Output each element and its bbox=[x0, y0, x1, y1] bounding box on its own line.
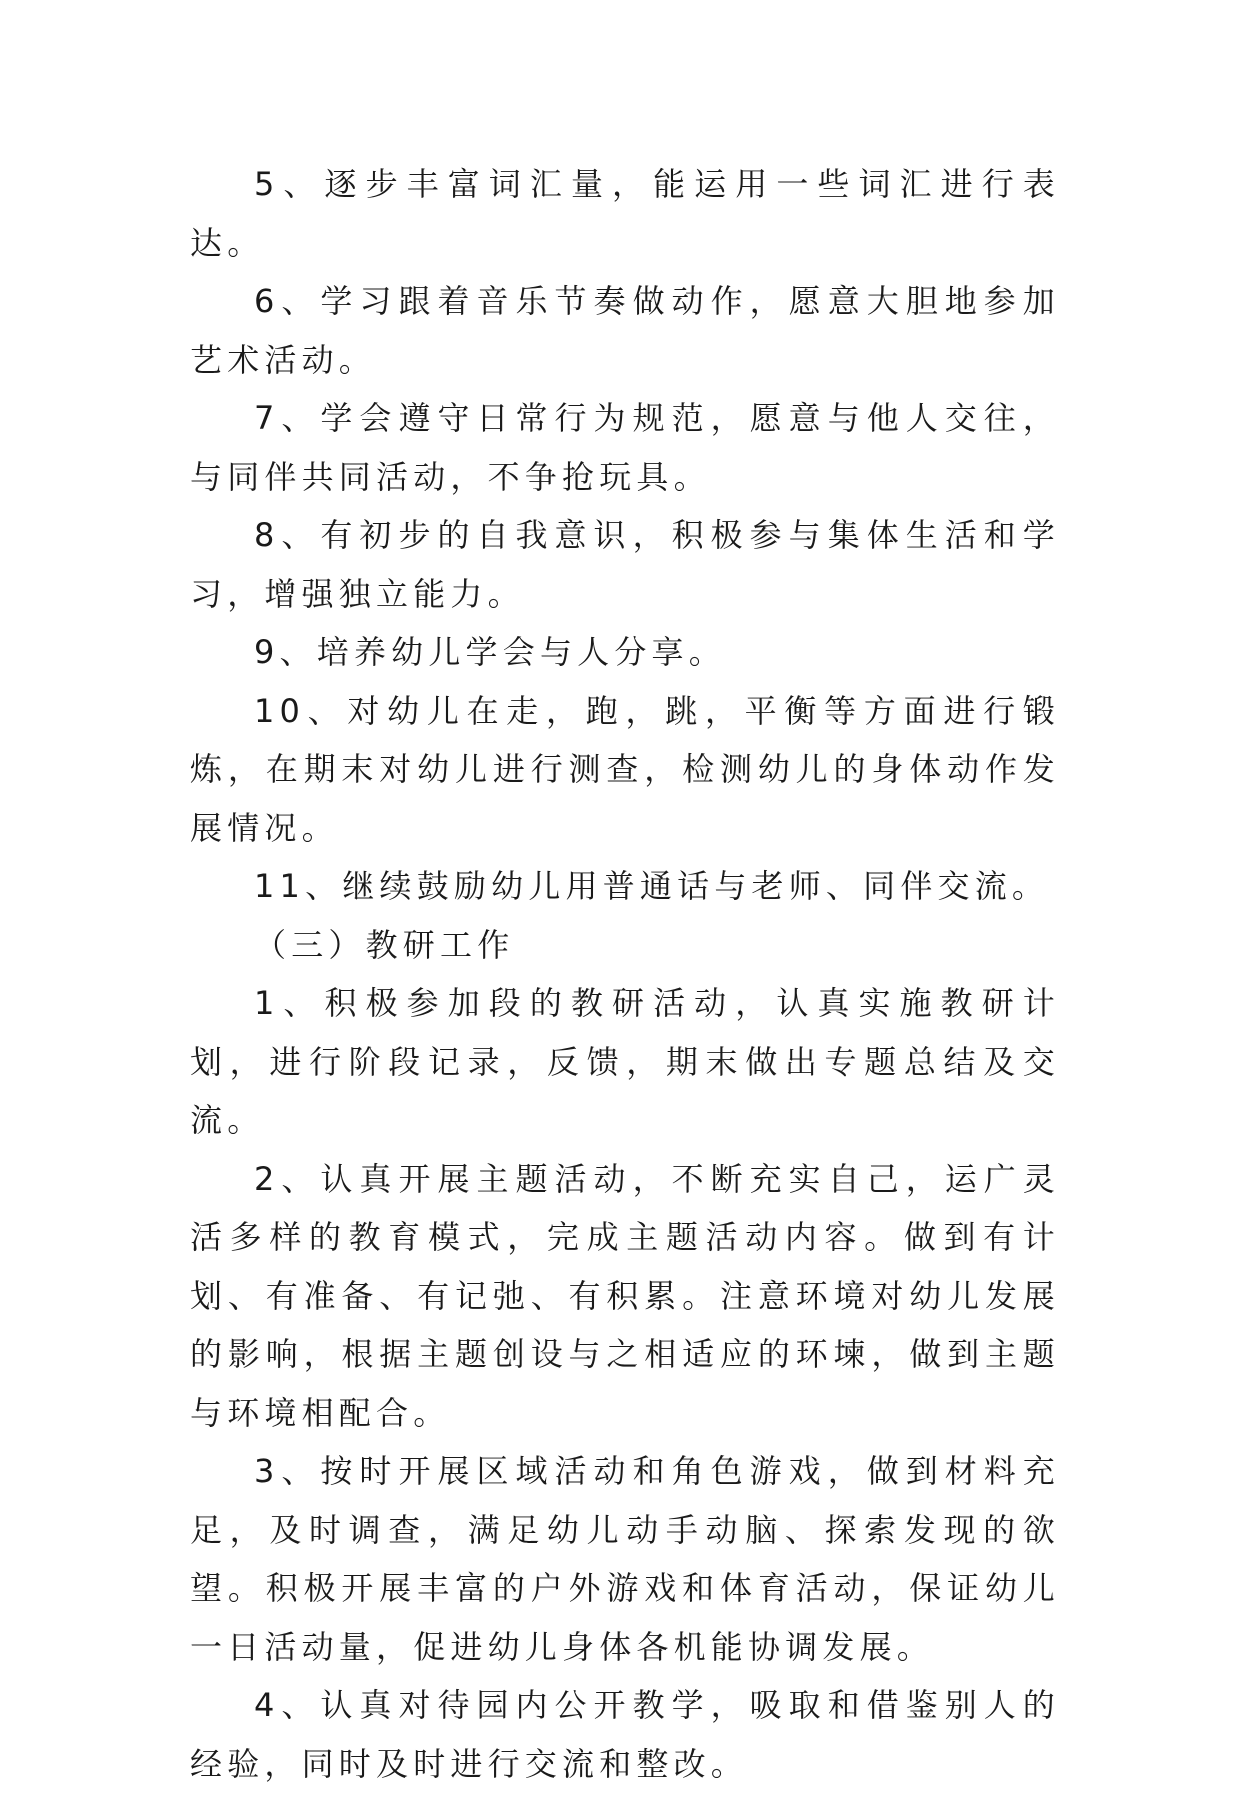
section-paragraph-1: 1、积极参加段的教研活动，认真实施教研计划，进行阶段记录，反馈，期末做出专题总结及交流。 bbox=[190, 984, 1060, 1139]
paragraph-item-9: 9、培养幼儿学会与人分享。 bbox=[254, 633, 726, 671]
paragraph-item-5: 5、逐步丰富词汇量，能运用一些词汇进行表达。 bbox=[190, 165, 1060, 262]
section-paragraph-2: 2、认真开展主题活动，不断充实自己，运广灵活多样的教育模式，完成主题活动内容。做到有计划、有准备、有记弛、有积累。注意环境对幼儿发展的影响，根据主题创设与之相适应的环堜，做到主题与环境相配合。 bbox=[190, 1159, 1060, 1432]
paragraph-item-11: 11、继续鼓励幼儿用普通话与老师、同伴交流。 bbox=[254, 867, 1050, 905]
paragraph-item-7: 7、学会遵守日常行为规范，愿意与他人交往，与同伴共同活动，不争抢玩具。 bbox=[190, 399, 1060, 496]
paragraph-item-10: 10、对幼儿在走，跑，跳，平衡等方面进行锻炼，在期末对幼儿进行测查，检测幼儿的身体动作发展情况。 bbox=[190, 691, 1060, 847]
section-paragraph-3: 3、按时开展区域活动和角色游戏，做到材料充足，及时调查，满足幼儿动手动脑、探索发现的欲望。积极开展丰富的户外游戏和体育活动，保证幼儿一日活动量，促进幼儿身体各机能协调发展。 bbox=[190, 1452, 1060, 1666]
section-heading: （三）教研工作 bbox=[254, 925, 515, 964]
paragraph-item-6: 6、学习跟着音乐节奏做动作，愿意大胆地参加艺术活动。 bbox=[190, 282, 1060, 379]
document-body bbox=[190, 155, 1060, 1793]
section-paragraph-4: 4、认真对待园内公开教学，吸取和借鉴别人的经验，同时及时进行交流和整改。 bbox=[190, 1686, 1060, 1783]
paragraph-item-8: 8、有初步的自我意识，积极参与集体生活和学习，增强独立能力。 bbox=[190, 516, 1060, 613]
